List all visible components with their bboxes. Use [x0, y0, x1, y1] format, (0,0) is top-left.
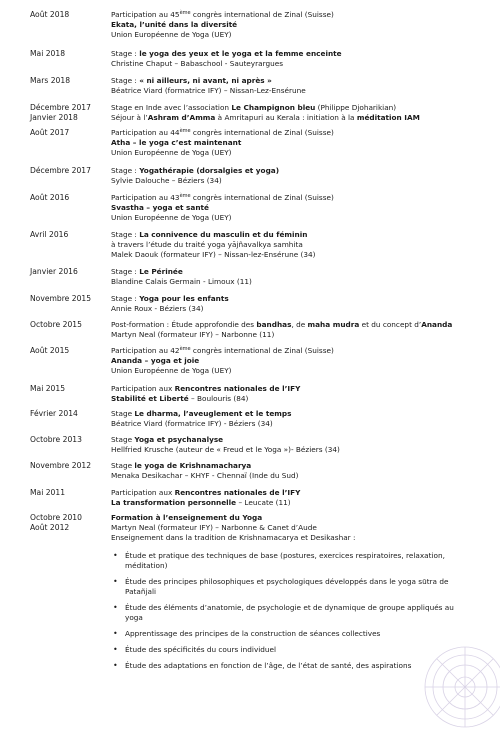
- entry-title: La connivence du masculin et du féminin: [139, 230, 308, 239]
- entry-text: Stage :: [111, 166, 140, 175]
- entry-text: Stage: [111, 461, 135, 470]
- entry-text: – Leucate (11): [236, 498, 291, 507]
- entry-date: Mars 2018: [30, 76, 71, 85]
- ordinal-suffix: ème: [179, 10, 191, 16]
- entry-text: Participation au 42: [111, 346, 180, 355]
- entry-text: Participation au 45: [111, 10, 180, 19]
- entry-text: Stage: [111, 435, 135, 444]
- entry-title: méditation IAM: [356, 113, 420, 122]
- entry-text: Post-formation : Étude approfondie des: [111, 320, 257, 329]
- entry-text: Stage :: [111, 76, 140, 85]
- entry-text: Participation au 43: [111, 193, 180, 202]
- ordinal-suffix: ème: [179, 346, 191, 352]
- entry-title: Le Périnée: [139, 267, 183, 276]
- entry-organizer: Union Européenne de Yoga (UEY): [111, 213, 232, 222]
- list-item: • Étude des adaptations en fonction de l’âge, de l’état de santé, des aspirations: [111, 661, 455, 671]
- list-item: • Étude des spécificités du cours individuel: [111, 645, 455, 655]
- entry-title: Stabilité et Liberté: [111, 394, 189, 403]
- entry-text: congrès international de Zinal (Suisse): [190, 10, 334, 19]
- entry-date: Décembre 2017 Janvier 2018: [30, 103, 91, 122]
- entry-organizer: Béatrice Viard (formatrice IFY) - Béziers (34): [111, 419, 273, 428]
- entry-title: Svastha – yoga et santé: [111, 203, 209, 212]
- entry-title: Le Champignon bleu: [231, 103, 316, 112]
- entry-date: Décembre 2017: [30, 166, 91, 175]
- entry-date: Novembre 2015: [30, 294, 92, 303]
- entry-text: Stage :: [111, 230, 140, 239]
- entry-text: congrès international de Zinal (Suisse): [190, 193, 334, 202]
- entry-text: congrès international de Zinal (Suisse): [190, 346, 334, 355]
- entry-text: , de: [291, 320, 308, 329]
- entry-title: le yoga des yeux et le yoga et la femme enceinte: [139, 49, 342, 58]
- entry-title: Ananda: [421, 320, 453, 329]
- entry-text: à travers l’étude du traité yoga yājñavalkya samhita: [111, 240, 303, 249]
- entry-organizer: Union Européenne de Yoga (UEY): [111, 366, 232, 375]
- entry-date: Février 2014: [30, 409, 78, 418]
- entry-text: (Philippe Djoharikian): [315, 103, 397, 112]
- entry-title: La transformation personnelle: [111, 498, 237, 507]
- entry-date: Novembre 2012: [30, 461, 92, 470]
- entry-text: Participation au 44: [111, 128, 180, 137]
- entry-date: Octobre 2015: [30, 320, 82, 329]
- entry-title: Le dharma, l’aveuglement et le temps: [134, 409, 292, 418]
- entry-text: Stage :: [111, 294, 140, 303]
- entry-title: le yoga de Krishnamacharya: [134, 461, 252, 470]
- entry-date: Octobre 2010 Août 2012: [30, 513, 82, 532]
- entry-title: Yogathérapie (dorsalgies et yoga): [139, 166, 280, 175]
- mandala-seal-icon: [420, 642, 500, 732]
- entry-text: – Boulouris (84): [188, 394, 249, 403]
- entry-date: Mai 2018: [30, 49, 66, 58]
- entry-organizer: Martyn Neal (formateur IFY) – Narbonne (11): [111, 330, 275, 339]
- entry-date: Octobre 2013: [30, 435, 82, 444]
- entry-organizer: Malek Daouk (formateur IFY) – Nissan-lez-Ensérune (34): [111, 250, 316, 259]
- entry-text: Enseignement dans la tradition de Krishnamacarya et Desikashar :: [111, 533, 356, 542]
- entry-text: Participation aux: [111, 488, 175, 497]
- entry-title: Rencontres nationales de l’IFY: [174, 384, 301, 393]
- entry-date: Mai 2015: [30, 384, 66, 393]
- list-item: • Étude et pratique des techniques de base (postures, exercices respiratoires, relaxation, méditation): [111, 551, 455, 571]
- ordinal-suffix: ème: [179, 128, 191, 134]
- entry-organizer: Christine Chaput – Babaschool - Sauteyrargues: [111, 59, 284, 68]
- entry-organizer: Blandine Calais Germain - Limoux (11): [111, 277, 252, 286]
- entry-title: Atha – le yoga c’est maintenant: [111, 138, 242, 147]
- entry-date: Janvier 2016: [30, 267, 78, 276]
- entry-organizer: Union Européenne de Yoga (UEY): [111, 148, 232, 157]
- entry-title: Formation à l’enseignement du Yoga: [111, 513, 263, 522]
- entry-organizer: Union Européenne de Yoga (UEY): [111, 30, 232, 39]
- entry-title: maha mudra: [307, 320, 360, 329]
- entry-text: Stage en Inde avec l’association: [111, 103, 232, 112]
- entry-date: Août 2018: [30, 10, 70, 19]
- ordinal-suffix: ème: [179, 193, 191, 199]
- entry-title: Ananda – yoga et joie: [111, 356, 200, 365]
- list-item: • Étude des éléments d’anatomie, de psychologie et de dynamique de groupe appliqués au yoga: [111, 603, 455, 623]
- entry-text: à Amritapuri au Kerala : initiation à la: [215, 113, 357, 122]
- entry-title: Ekata, l’unité dans la diversité: [111, 20, 238, 29]
- entry-date: Mai 2011: [30, 488, 66, 497]
- list-item: • Apprentissage des principes de la construction de séances collectives: [111, 629, 455, 639]
- entry-date: Août 2015: [30, 346, 70, 355]
- entry-organizer: Annie Roux - Béziers (34): [111, 304, 204, 313]
- entry-date: Avril 2016: [30, 230, 69, 239]
- entry-date: Août 2017: [30, 128, 70, 137]
- entry-text: Stage: [111, 409, 135, 418]
- entry-text: Stage :: [111, 49, 140, 58]
- entry-organizer: Menaka Desikachar – KHYF - Chennaï (Inde du Sud): [111, 471, 299, 480]
- entry-title: Rencontres nationales de l’IFY: [174, 488, 301, 497]
- entry-title: Yoga pour les enfants: [139, 294, 229, 303]
- entry-title: Yoga et psychanalyse: [134, 435, 224, 444]
- entry-title: « ni ailleurs, ni avant, ni après »: [139, 76, 272, 85]
- entry-text: congrès international de Zinal (Suisse): [190, 128, 334, 137]
- entry-organizer: Béatrice Viard (formatrice IFY) – Nissan-Lez-Ensérune: [111, 86, 306, 95]
- entry-text: et du concept d’: [359, 320, 422, 329]
- entry-organizer: Martyn Neal (formateur IFY) – Narbonne & Canet d’Aude: [111, 523, 317, 532]
- entry-organizer: Sylvie Dalouche – Béziers (34): [111, 176, 222, 185]
- entry-date: Août 2016: [30, 193, 70, 202]
- list-item: • Étude des principes philosophiques et psychologiques développés dans le yoga sūtra de Patañjali: [111, 577, 455, 597]
- entry-title: bandhas: [256, 320, 292, 329]
- entry-text: Stage :: [111, 267, 140, 276]
- entry-text: Séjour à l’: [111, 113, 148, 122]
- entry-organizer: Hellfried Krusche (auteur de « Freud et le Yoga »)- Béziers (34): [111, 445, 340, 454]
- entry-title: Ashram d’Amma: [147, 113, 216, 122]
- entry-text: Participation aux: [111, 384, 175, 393]
